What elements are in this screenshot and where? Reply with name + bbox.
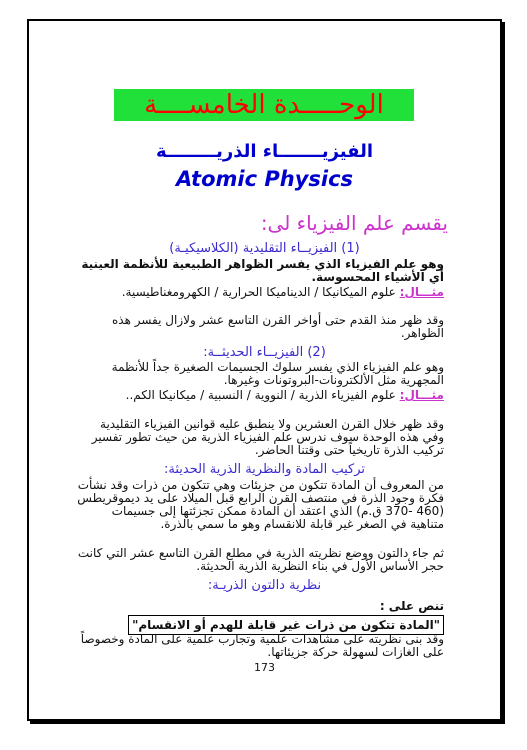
modern-example-text: علوم الفيزياء الذرية / النووية / النسبية / ميكانيكا الكم.. <box>125 388 400 402</box>
example-label: مثـــال: <box>399 285 444 299</box>
section-classical-heading: (1) الفيزيــاء التقليدية (الكلاسيكيـة) <box>169 241 360 256</box>
classical-example <box>77 286 444 299</box>
modern-definition: وهو علم الفيزياء الذي يفسر سلوك الجسيمات الصغيرة جداً للأنظمة المجهرية مثل الألكترونات-البروتونات وغيرها. <box>111 360 444 387</box>
classical-example-text: علوم الميكانيكا / الديناميكا الحرارية / الكهرومغناطيسية. <box>121 285 400 299</box>
page-number: 173 <box>254 661 275 674</box>
page-frame <box>27 19 502 721</box>
modern-paragraph: وقد ظهر خلال القرن العشرين ولا ينطبق عليه قوانين الفيزياء التقليدية وفي هذه الوحدة سوف ندرس علم الفيزياء الذرية من حيث تطور تفسير تركيب الذرة تاريخياً حتى وقتنا الحاضر. <box>91 417 444 457</box>
section-modern-heading: (2) الفيزيــاء الحديثــة: <box>203 345 326 360</box>
classical-definition: وهو علم الفيزياء الذي يفسر الظواهر الطبيعية للأنظمة العينية أي الأشياء المحسوسة. <box>81 257 444 284</box>
dalton-quote: "المادة تتكون من ذرات غير قابلة للهدم أو الانقسام" <box>128 615 444 635</box>
subtitle-arabic: الفيزيـــــــاء الذريــــــــة <box>155 141 374 162</box>
unit-title: الوحـــــدة الخامســــة <box>114 89 414 121</box>
classical-paragraph: وقد ظهر منذ القدم حتى أواخر القرن التاسع عشر ولازال يفسر هذه الظواهر. <box>112 313 444 340</box>
dalton-lead: تنص على : <box>379 599 444 613</box>
section-structure-heading: تركيب المادة والنظرية الذرية الحديثة: <box>164 462 365 477</box>
dalton-statement <box>77 597 444 635</box>
subtitle-english: Atomic Physics <box>175 167 354 191</box>
structure-paragraph-2: ثم جاء دالتون ووضع نظريته الذرية في مطلع القرن التاسع عشر التي كانت حجر الأساس الأول في بناء النظرية الذرية الحديثة. <box>77 546 444 573</box>
intro-heading: يقسم علم الفيزياء لى: <box>260 211 448 235</box>
modern-example <box>77 389 444 402</box>
example-label: مثـــال: <box>399 388 444 402</box>
structure-paragraph-1: من المعروف أن المادة تتكون من جزيئات وهي تتكون من ذرات وقد نشأت فكرة وجود الذرة في منتصف القرن الرابع قبل الميلاد على يد ديموقريطس (460 -370 ق.م) الذي اعتقد أن المادة ممكن تجزئتها إلى جسيمات متناهية في الصغر غير قابلة للانقسام وهو ما سمي بالذرة. <box>77 478 444 531</box>
dalton-paragraph: وقد بنى نظريته على مشاهدات علمية وتجارب علمية على المادة وخصوصاً على الغازات لسهولة حركة جزيئاتها. <box>80 632 444 659</box>
section-dalton-heading: نظرية دالتون الذريـة: <box>207 578 322 593</box>
